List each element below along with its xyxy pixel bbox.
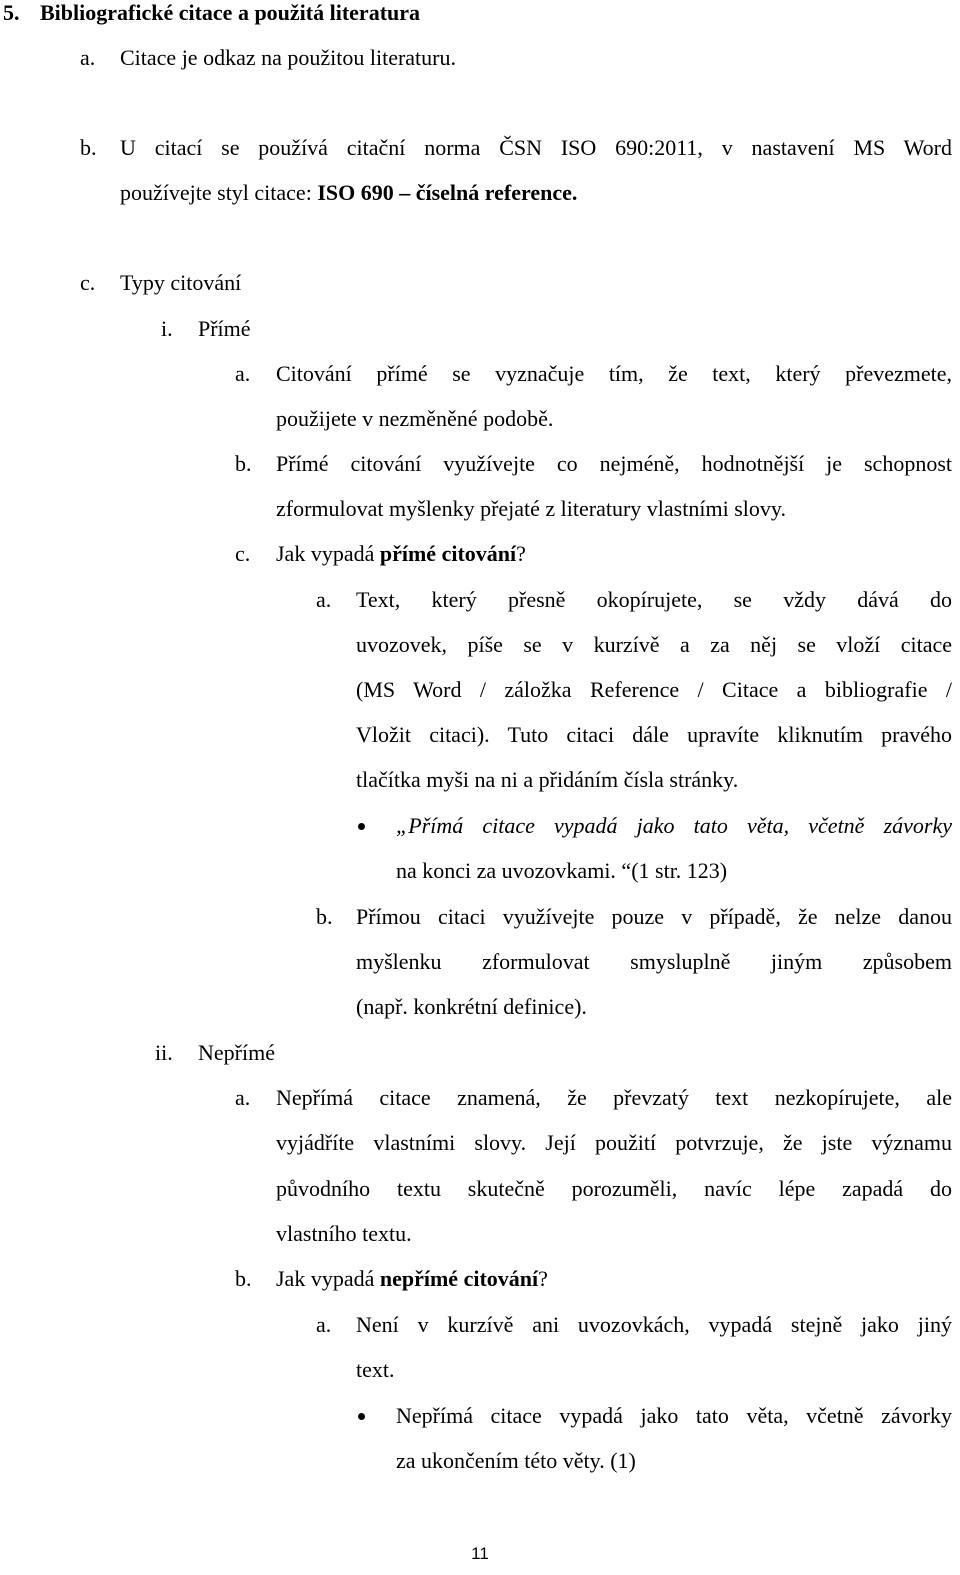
list-item-text: Vložit citaci). Tuto citaci dále upravíte kliknutím pravého <box>356 722 952 747</box>
bullet-icon <box>358 823 365 830</box>
section-title: Bibliografické citace a použitá literatura <box>40 0 421 25</box>
text-run: ? <box>538 1266 548 1291</box>
bullet-icon <box>358 1413 365 1420</box>
list-item-text: Není v kurzívě ani uvozovkách, vypadá stejně jako jiný <box>356 1312 952 1337</box>
example-text: za ukončením této věty. (1) <box>396 1448 636 1473</box>
list-item-text: Přímé <box>198 316 251 341</box>
quote-example: „Přímá citace vypadá jako tato věta, včetně závorky <box>396 813 952 838</box>
list-item-text: Přímé citování využívejte co nejméně, hodnotnější je schopnost <box>276 451 952 476</box>
list-item-text: Nepřímé <box>198 1040 275 1065</box>
list-item-text <box>276 1266 548 1292</box>
list-item-text: Přímou citaci využívejte pouze v případě, že nelze danou <box>356 904 952 929</box>
citation-style-name: ISO 690 – číselná reference. <box>317 180 578 205</box>
text-run: ? <box>516 541 526 566</box>
list-item-text: text. <box>356 1357 395 1382</box>
list-item-text: Citování přímé se vyznačuje tím, že text, který převezmete, <box>276 361 952 386</box>
list-marker: a. <box>235 1085 251 1110</box>
list-item-text: vlastního textu. <box>276 1221 412 1246</box>
list-item-text: (např. konkrétní definice). <box>356 994 587 1019</box>
list-item-text: myšlenku zformulovat smysluplně jiným způsobem <box>356 949 952 974</box>
list-item-text: Citace je odkaz na použitou literaturu. <box>120 45 456 70</box>
list-marker: a. <box>235 361 251 386</box>
list-marker: c. <box>235 541 251 566</box>
list-marker: b. <box>80 135 97 160</box>
list-marker: b. <box>235 1266 252 1291</box>
page-number: 11 <box>471 1544 489 1563</box>
list-item-text <box>276 541 526 567</box>
list-item-text: Typy citování <box>120 270 242 295</box>
list-marker: c. <box>80 270 96 295</box>
list-item-text: zformulovat myšlenky přejaté z literatury vlastními slovy. <box>276 496 786 521</box>
text-run: Jak vypadá <box>276 541 380 566</box>
list-item-text: uvozovek, píše se v kurzívě a za něj se vloží citace <box>356 632 952 657</box>
list-item-text: (MS Word / záložka Reference / Citace a bibliografie / <box>356 677 952 702</box>
list-marker: i. <box>161 316 173 341</box>
section-number: 5. <box>3 0 20 25</box>
list-item-text: vyjádříte vlastními slovy. Její použití potvrzuje, že jste významu <box>276 1130 952 1155</box>
list-marker: ii. <box>155 1040 173 1065</box>
example-text: Nepřímá citace vypadá jako tato věta, včetně závorky <box>396 1403 952 1428</box>
list-item-text: Nepřímá citace znamená, že převzatý text nezkopírujete, ale <box>276 1085 952 1110</box>
text-run: používejte styl citace: <box>120 180 318 205</box>
emphasis-text: nepřímé citování <box>379 1266 539 1291</box>
quote-example: na konci za uvozovkami. “(1 str. 123) <box>396 858 728 883</box>
list-item-text: použijete v nezměněné podobě. <box>276 406 554 431</box>
list-item-text: U citací se používá citační norma ČSN ISO 690:2011, v nastavení MS Word <box>120 135 952 160</box>
list-item-text: původního textu skutečně porozuměli, navíc lépe zapadá do <box>276 1176 952 1201</box>
emphasis-text: přímé citování <box>379 541 517 566</box>
text-run: Jak vypadá <box>276 1266 380 1291</box>
list-marker: a. <box>316 1312 332 1337</box>
list-item-text: tlačítka myši na ni a přidáním čísla stránky. <box>356 767 739 792</box>
list-marker: b. <box>235 451 252 476</box>
list-item-text <box>120 180 577 206</box>
list-item-text: Text, který přesně okopírujete, se vždy dává do <box>356 587 952 612</box>
list-marker: a. <box>80 45 96 70</box>
list-marker: a. <box>316 587 332 612</box>
list-marker: b. <box>316 904 333 929</box>
